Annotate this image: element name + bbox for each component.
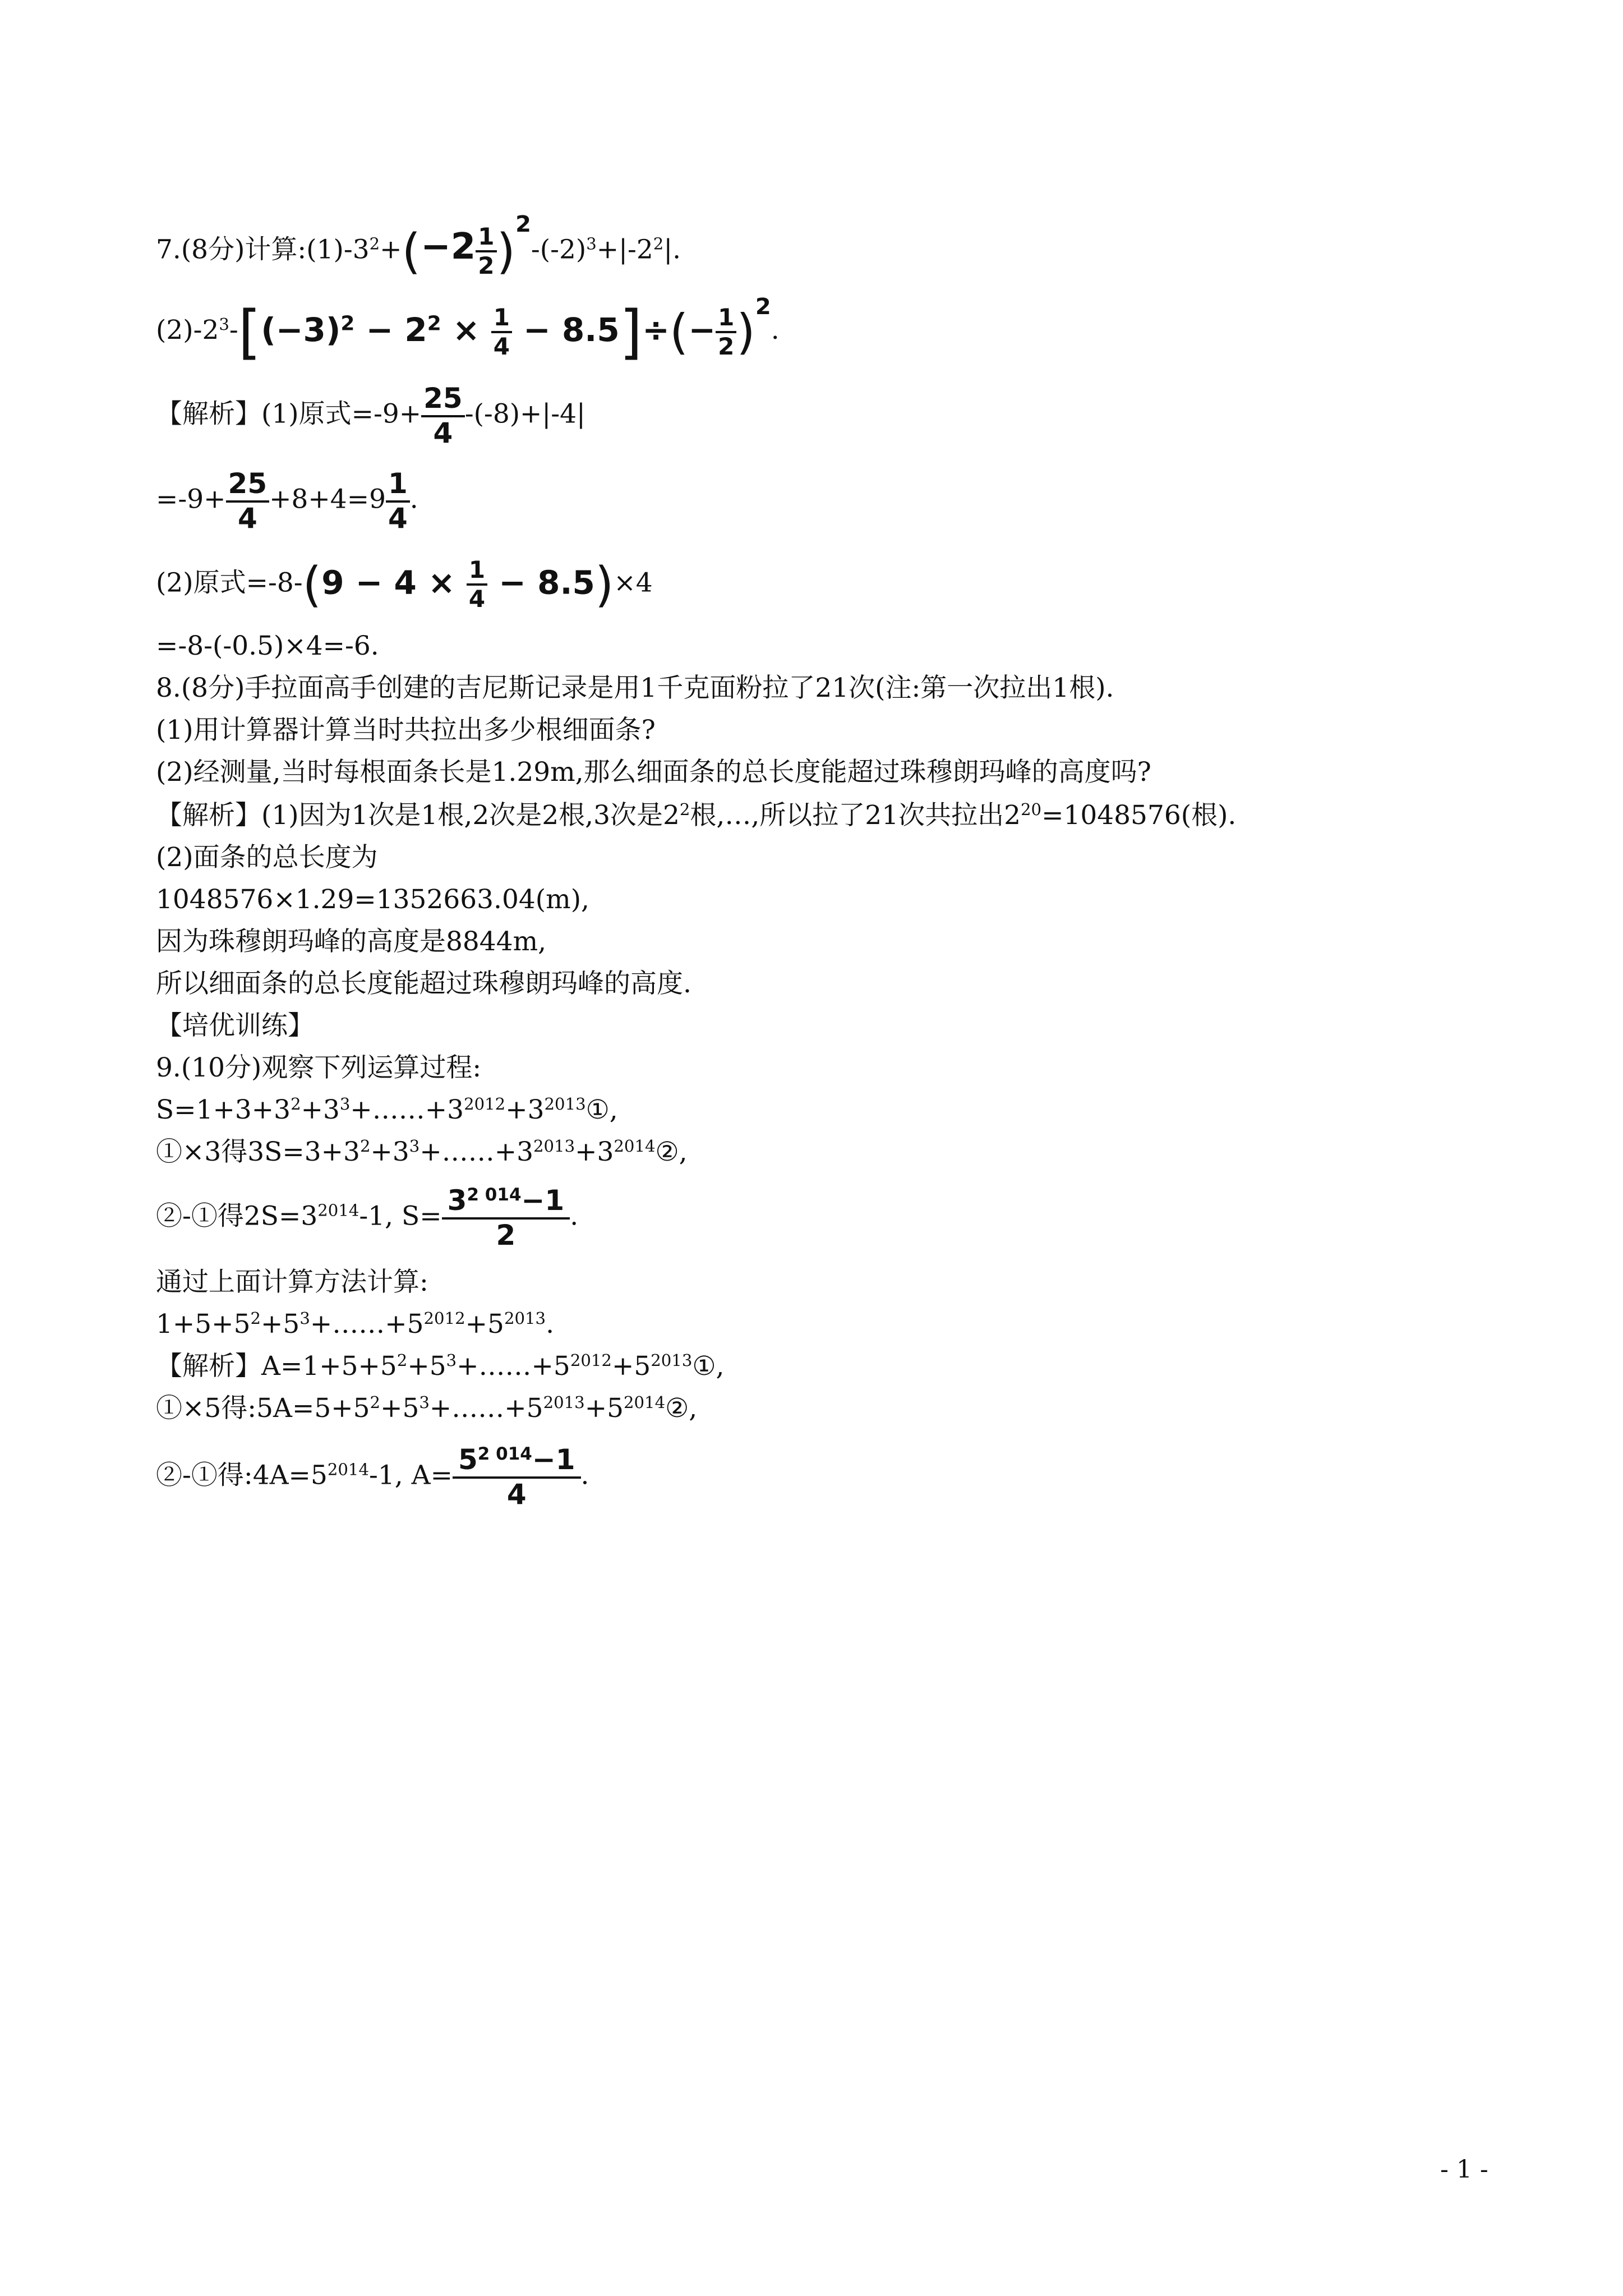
text: 【解析】A=1+5+5: [156, 1351, 397, 1382]
section-title: 【培优训练】: [156, 1010, 314, 1041]
q8-line-1: 8.(8分)手拉面高手创建的吉尼斯记录是用1千克面粉拉了21次(注:第一次拉出1根).: [156, 673, 1114, 703]
expr-a: 9 − 4 ×: [321, 563, 467, 602]
left-paren: (: [402, 223, 421, 280]
exponent: 2013: [543, 1392, 585, 1412]
base: 5: [458, 1443, 478, 1476]
fraction: [467, 556, 487, 613]
period: .: [409, 484, 418, 515]
q8-line-7: 因为珠穆朗玛峰的高度是8844m,: [156, 926, 547, 957]
left-paren: (: [302, 556, 322, 613]
exponent: 20: [1021, 799, 1042, 819]
text: ①×5得:5A=5+5: [156, 1393, 370, 1424]
fraction-denominator: 2: [496, 1218, 516, 1251]
q8-line-3: (2)经测量,当时每根面条长是1.29m,那么细面条的总长度能超过珠穆朗玛峰的高度吗?: [156, 757, 1151, 788]
text: +5: [584, 1393, 624, 1424]
paren-expression: [303, 556, 614, 613]
exponent: 2: [369, 234, 380, 254]
text: .: [546, 1309, 555, 1340]
text: -1, A=: [368, 1460, 453, 1491]
q9-line-5: 通过上面计算方法计算:: [156, 1267, 428, 1297]
text: +5: [465, 1309, 504, 1340]
mixed-number-expression: [402, 211, 531, 280]
fraction-numerator: 1: [491, 304, 512, 333]
q7-tail-c: +|-2: [596, 234, 653, 265]
q7-solution-4: =-8-(-0.5)×4=-6.: [156, 631, 379, 661]
expr-b: − 8.5: [487, 563, 595, 602]
q7-solution-2: [156, 468, 418, 535]
exponent: 3: [586, 234, 597, 254]
text: 1+5+5: [156, 1309, 251, 1340]
fraction: [453, 1444, 581, 1511]
q9-solution-2: [156, 1392, 698, 1424]
q9-solution-3: [156, 1444, 589, 1511]
text: +……+5: [310, 1309, 424, 1340]
exponent: 3: [409, 1136, 420, 1156]
base: 3: [447, 1184, 467, 1217]
text: ②,: [665, 1393, 698, 1424]
right-paren: ): [496, 223, 516, 280]
fraction-denominator: 2: [718, 333, 735, 360]
right-bracket: ]: [619, 298, 643, 366]
fraction-denominator: 4: [433, 416, 453, 449]
text: 根,…,所以拉了21次共拉出2: [690, 800, 1021, 831]
mixed-whole: −2: [421, 226, 476, 268]
exponent: 2: [291, 1094, 301, 1114]
bracket-expression: [238, 294, 771, 366]
left-bracket: [: [238, 298, 261, 366]
exponent: 2013: [651, 1350, 693, 1370]
exponent: 2 014: [477, 1443, 532, 1464]
exponent: 2: [250, 1308, 261, 1328]
q7-solution-3: [156, 556, 653, 613]
page-number: - 1 -: [1440, 2155, 1488, 2184]
q7-problem-2: [156, 294, 780, 366]
fraction-numerator: [442, 1185, 570, 1220]
exponent: 2014: [327, 1460, 369, 1479]
text: S=1+3+3: [156, 1094, 291, 1125]
fraction-numerator: 25: [421, 383, 465, 417]
text: ①,: [692, 1351, 725, 1382]
fraction: [716, 304, 736, 361]
right-paren: ): [594, 556, 614, 613]
text: +3: [370, 1137, 409, 1167]
solution-tail: -(-8)+|-4|: [464, 398, 585, 430]
text: +5: [380, 1393, 419, 1424]
exponent: 2: [396, 1350, 408, 1370]
text: +5: [611, 1351, 651, 1382]
text: +……+3: [350, 1094, 464, 1125]
q7-solution-1: [156, 383, 585, 449]
exponent: 2012: [570, 1350, 612, 1370]
exponent: 2: [370, 1392, 381, 1412]
exponent: 3: [419, 1392, 430, 1412]
text: ①×3得3S=3+3: [156, 1137, 360, 1167]
exponent: 3: [219, 314, 229, 334]
period: .: [580, 1460, 589, 1491]
fraction-numerator: [453, 1444, 581, 1479]
solution-head: (2)原式=-8-: [156, 567, 303, 599]
plus: +: [380, 234, 402, 265]
fraction-denominator: 4: [237, 501, 257, 535]
text: +3: [505, 1094, 545, 1125]
divide: ÷: [642, 311, 670, 349]
q8-line-8: 所以细面条的总长度能超过珠穆朗玛峰的高度.: [156, 968, 691, 999]
text: +5: [407, 1351, 446, 1382]
right-paren: ): [736, 304, 755, 360]
minus: -: [229, 315, 238, 346]
exponent: 2: [653, 234, 664, 254]
fraction-numerator: 1: [386, 468, 410, 503]
fraction: [491, 304, 512, 361]
fraction: [226, 468, 270, 535]
text: 【解析】(1)因为1次是1根,2次是2根,3次是2: [156, 800, 680, 831]
exponent: 2: [359, 1136, 371, 1156]
exponent: 2: [340, 312, 355, 335]
q7-head: 7.(8分)计算:(1)-3: [156, 234, 370, 265]
q8-line-6: 1048576×1.29=1352663.04(m),: [156, 884, 589, 915]
solution-head: =-9+: [156, 484, 226, 515]
q8-line-5: (2)面条的总长度为: [156, 842, 378, 873]
fraction: [476, 223, 496, 280]
exponent: 2013: [544, 1094, 586, 1114]
period: .: [570, 1200, 579, 1232]
q9-line-6: [156, 1308, 555, 1340]
exponent: 2: [679, 799, 690, 819]
fraction-denominator: 4: [468, 585, 486, 613]
fraction-denominator: 4: [493, 333, 510, 360]
exponent: 3: [446, 1350, 457, 1370]
text: +……+5: [457, 1351, 570, 1382]
q7-tail-d: |.: [663, 234, 681, 265]
text: +5: [261, 1309, 300, 1340]
q7-problem-1: [156, 211, 681, 280]
exponent: 2012: [423, 1308, 465, 1328]
exponent: 3: [299, 1308, 310, 1328]
expr-c: ×: [441, 311, 491, 349]
fraction-numerator: 1: [716, 304, 736, 333]
outer-exponent: 2: [755, 294, 771, 320]
outer-exponent: 2: [515, 211, 531, 237]
text: +……+3: [419, 1137, 533, 1167]
solution-head: 【解析】(1)原式=-9+: [156, 398, 422, 430]
q9-line-2: [156, 1094, 618, 1125]
expr-b: − 2: [354, 311, 427, 349]
text: +……+5: [429, 1393, 543, 1424]
fraction-numerator: 25: [226, 468, 270, 503]
minus-one: −1: [521, 1184, 565, 1217]
fraction-numerator: 1: [467, 556, 487, 586]
left-paren: (: [669, 304, 689, 360]
exponent: 3: [339, 1094, 351, 1114]
exponent: 2013: [533, 1136, 575, 1156]
expr-a: (−3): [261, 311, 341, 349]
exponent: 2013: [504, 1308, 546, 1328]
expr-d: − 8.5: [511, 311, 620, 349]
exponent: 2: [427, 312, 441, 335]
q8-line-4: [156, 799, 1237, 831]
text: ①,: [585, 1094, 618, 1125]
text: =1048576(根).: [1041, 800, 1237, 831]
text: +3: [575, 1137, 614, 1167]
text: ②-①得2S=3: [156, 1200, 318, 1232]
fraction-denominator: 4: [506, 1478, 527, 1511]
fraction-denominator: 2: [478, 252, 495, 280]
solution-mid: +8+4=9: [269, 484, 386, 515]
text: +3: [301, 1094, 340, 1125]
exponent: 2012: [464, 1094, 506, 1114]
q7-tail-b: -(-2): [531, 234, 587, 265]
text: -1, S=: [359, 1200, 442, 1232]
text: ②,: [655, 1137, 688, 1167]
q9-solution-1: [156, 1350, 725, 1382]
fraction: [386, 468, 410, 535]
sign: −: [688, 311, 716, 349]
fraction-denominator: 4: [388, 501, 408, 535]
text: ②-①得:4A=5: [156, 1460, 328, 1491]
fraction-numerator: 1: [476, 223, 496, 252]
q9-line-4: [156, 1185, 578, 1251]
q9-line-3: [156, 1136, 688, 1167]
exponent: 2014: [614, 1136, 656, 1156]
period: .: [771, 315, 780, 346]
q7-p2-head: (2)-2: [156, 315, 219, 346]
exponent: 2014: [317, 1200, 359, 1220]
fraction: [421, 383, 465, 449]
q8-line-2: (1)用计算器计算当时共拉出多少根细面条?: [156, 715, 656, 746]
minus-one: −1: [532, 1443, 575, 1476]
solution-tail: ×4: [614, 567, 653, 599]
exponent: 2014: [623, 1392, 666, 1412]
q9-line-1: 9.(10分)观察下列运算过程:: [156, 1052, 482, 1083]
fraction: [442, 1185, 570, 1251]
exponent: 2 014: [467, 1184, 522, 1205]
